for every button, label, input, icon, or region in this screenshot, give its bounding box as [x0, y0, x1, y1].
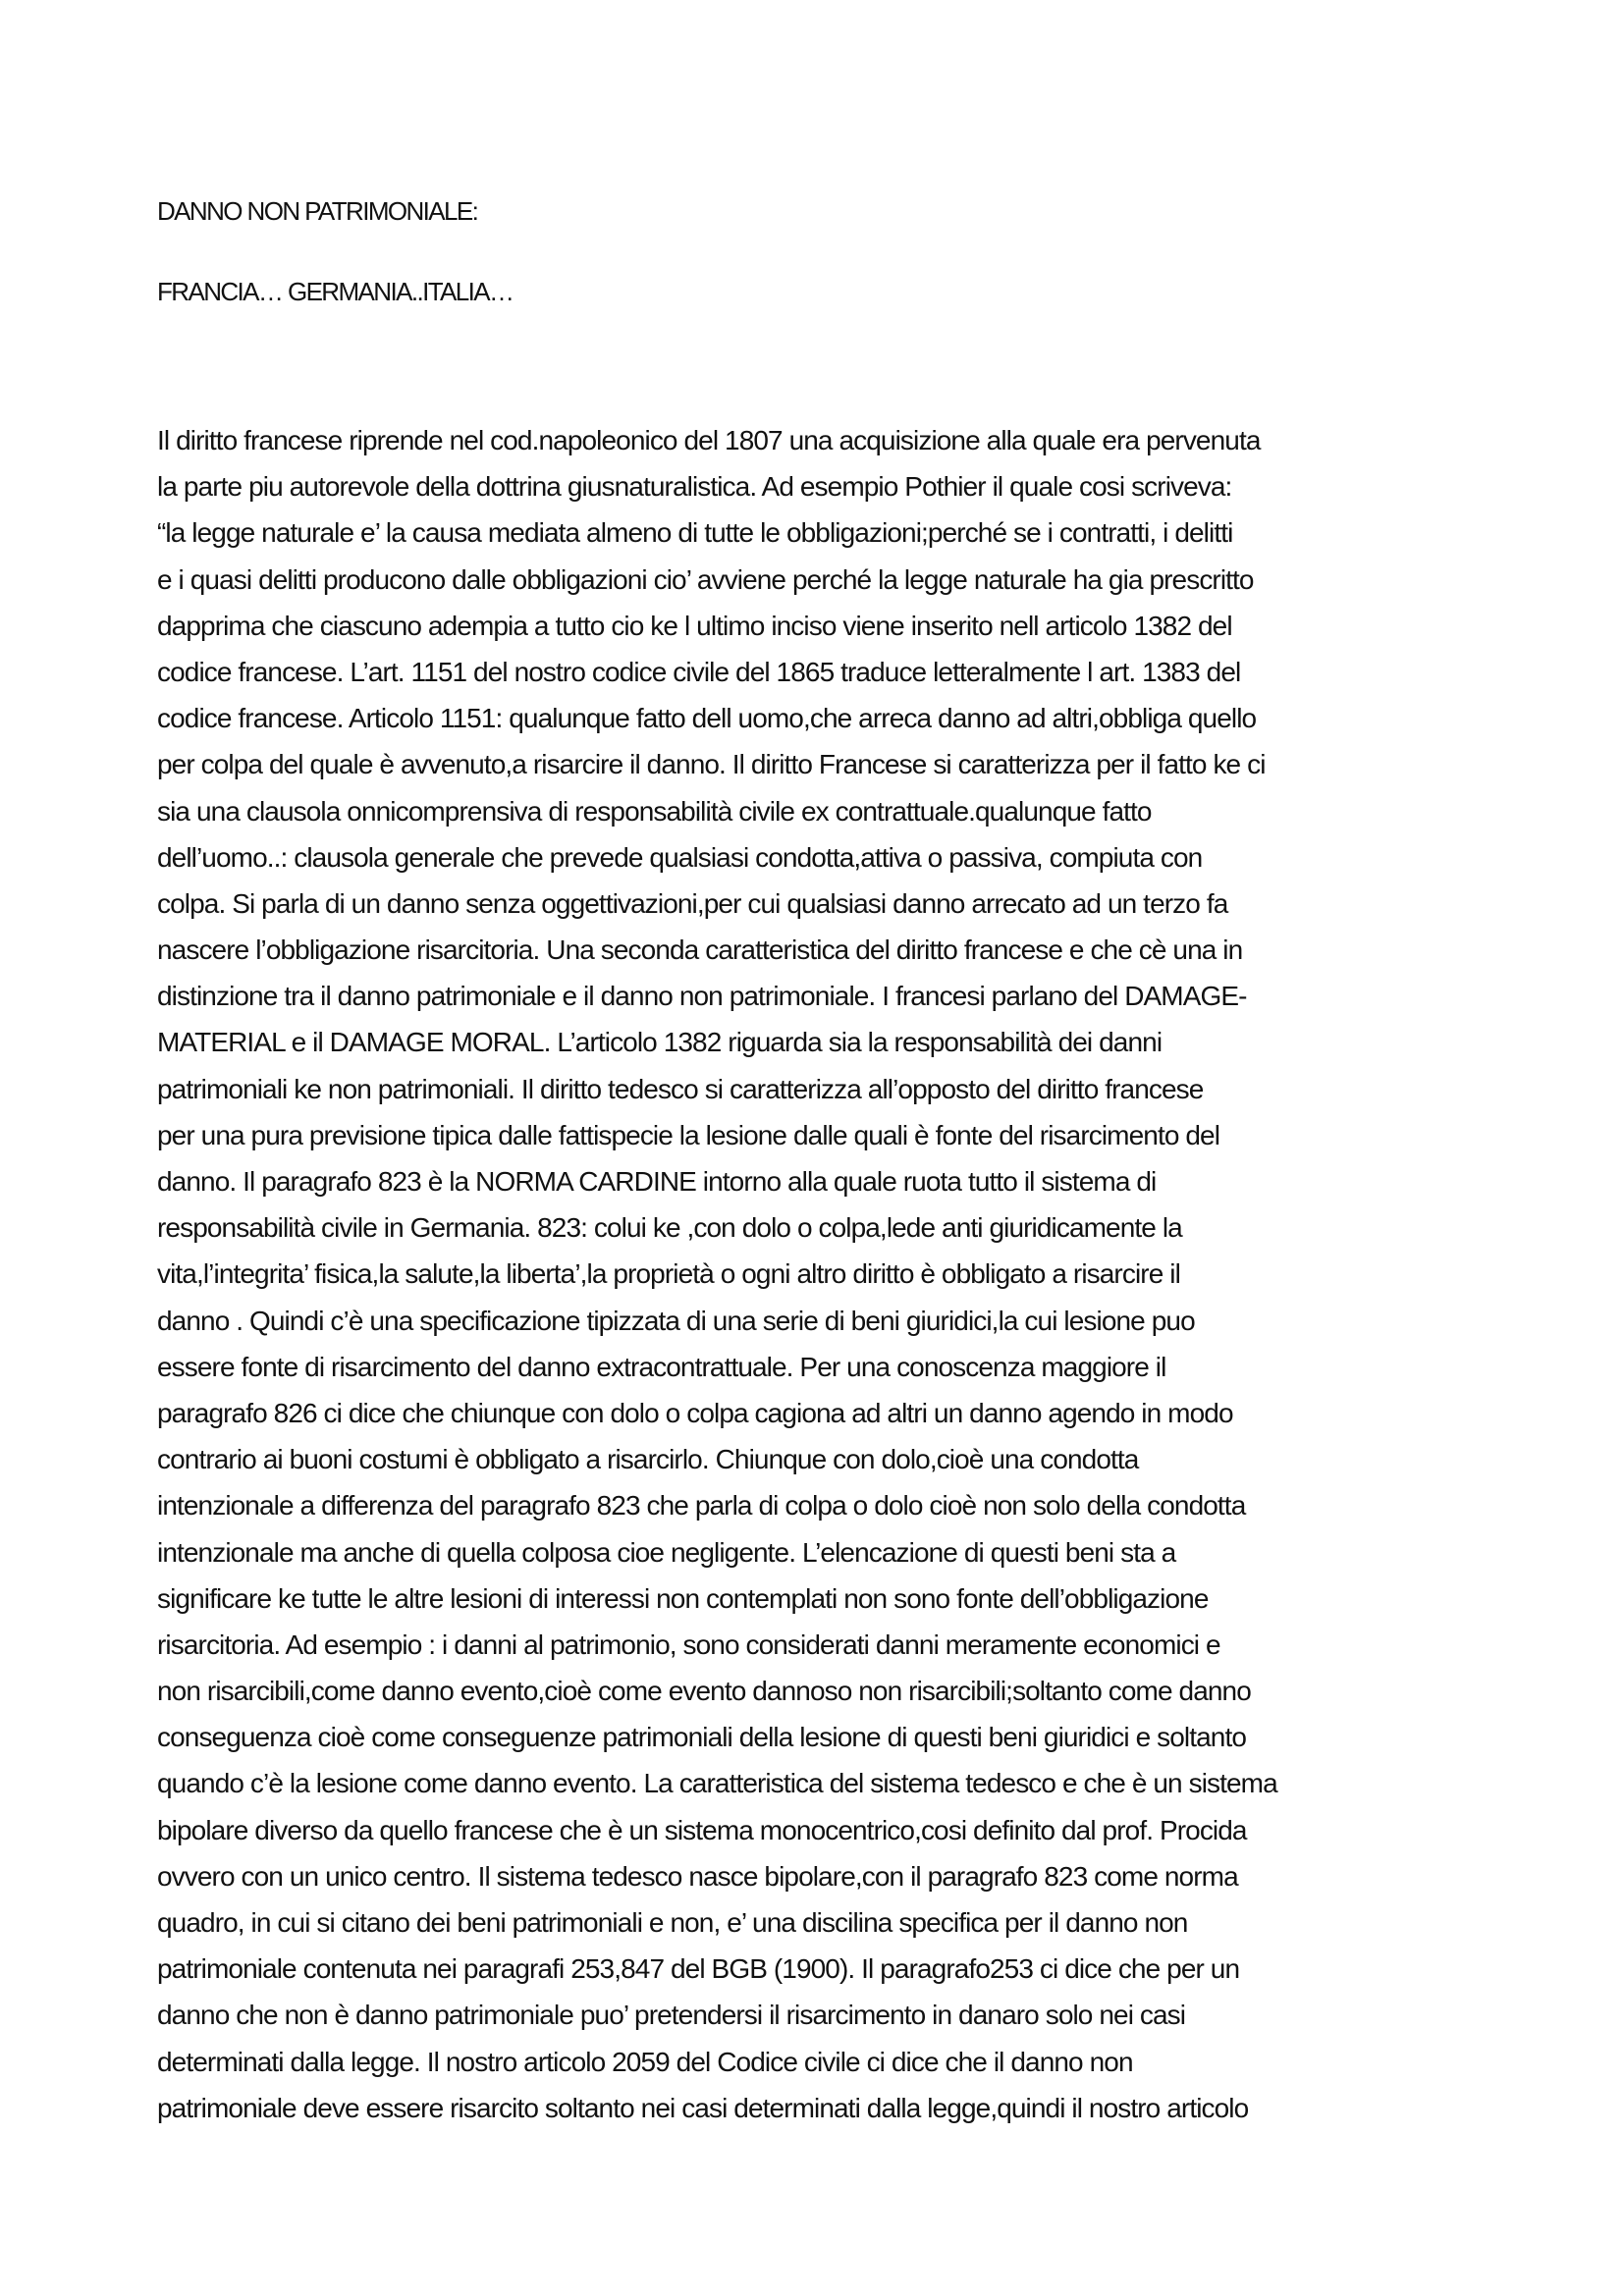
- text-line: per una pura previsione tipica dalle fattispecie la lesione dalle quali è fonte del risarcimento del: [157, 1119, 1220, 1150]
- text-line: intenzionale a differenza del paragrafo 823 che parla di colpa o dolo cioè non solo della condotta: [157, 1490, 1246, 1522]
- text-line: Il diritto francese riprende nel cod.napoleonico del 1807 una acquisizione alla quale era pervenuta: [157, 425, 1261, 455]
- text-line: codice francese. L’art. 1151 del nostro codice civile del 1865 traduce letteralmente l art. 1383 del: [157, 656, 1241, 687]
- text-line: danno che non è danno patrimoniale puo’ pretendersi il risarcimento in danaro solo nei casi: [157, 2000, 1186, 2031]
- text-line: bipolare diverso da quello francese che è un sistema monocentrico,cosi definito dal prof. Procida: [157, 1814, 1247, 1845]
- text-line: la parte piu autorevole della dottrina giusnaturalistica. Ad esempio Pothier il quale cosi scriveva:: [157, 471, 1232, 503]
- text-line: per colpa del quale è avvenuto,a risarcire il danno. Il diritto Francese si caratterizza per il fatto ke ci: [157, 749, 1266, 780]
- text-line: sia una clausola onnicomprensiva di responsabilità civile ex contrattuale.qualunque fatto: [157, 795, 1152, 827]
- text-line: “la legge naturale e’ la causa mediata almeno di tutte le obbligazioni;perché se i contratti, i delitti: [157, 517, 1233, 549]
- text-line: significare ke tutte le altre lesioni di interessi non contemplati non sono fonte dell’obbligazione: [157, 1582, 1209, 1614]
- text-line: ovvero con un unico centro. Il sistema tedesco nasce bipolare,con il paragrafo 823 come norma: [157, 1860, 1238, 1892]
- text-line: dapprima che ciascuno adempia a tutto cio ke l ultimo inciso viene inserito nell articolo 1382 del: [157, 610, 1232, 641]
- text-line: vita,l’integrita’ fisica,la salute,la liberta’,la proprietà o ogni altro diritto è obbligato a risarcire il: [157, 1258, 1180, 1290]
- text-line: distinzione tra il danno patrimoniale e il danno non patrimoniale. I francesi parlano del DAMAGE-: [157, 981, 1247, 1012]
- text-line: e i quasi delitti producono dalle obbligazioni cio’ avviene perché la legge naturale ha gia prescritto: [157, 563, 1254, 595]
- body-paragraph: [157, 417, 1473, 2131]
- text-line: conseguenza cioè come conseguenze patrimoniali della lesione di questi beni giuridici e soltanto: [157, 1722, 1247, 1753]
- text-line: contrario ai buoni costumi è obbligato a risarcirlo. Chiunque con dolo,cioè una condotta: [157, 1444, 1139, 1475]
- text-line: codice francese. Articolo 1151: qualunque fatto dell uomo,che arreca danno ad altri,obbliga quello: [157, 703, 1257, 734]
- text-line: paragrafo 826 ci dice che chiunque con dolo o colpa cagiona ad altri un danno agendo in modo: [157, 1397, 1233, 1428]
- text-line: patrimoniale deve essere risarcito soltanto nei casi determinati dalla legge,quindi il nostro articolo: [157, 2092, 1249, 2123]
- text-line: non risarcibili,come danno evento,cioè come evento dannoso non risarcibili;soltanto come danno: [157, 1676, 1251, 1707]
- text-line: colpa. Si parla di un danno senza oggettivazioni,per cui qualsiasi danno arrecato ad un terzo fa: [157, 887, 1228, 919]
- text-line: patrimoniali ke non patrimoniali. Il diritto tedesco si caratterizza all’opposto del diritto francese: [157, 1073, 1204, 1104]
- text-line: patrimoniale contenuta nei paragrafi 253,847 del BGB (1900). Il paragrafo253 ci dice che per un: [157, 1953, 1240, 1985]
- text-line: intenzionale ma anche di quella colposa cioe negligente. L’elencazione di questi beni sta a: [157, 1536, 1176, 1568]
- text-line: essere fonte di risarcimento del danno extracontrattuale. Per una conoscenza maggiore il: [157, 1351, 1166, 1382]
- text-line: dell’uomo..: clausola generale che prevede qualsiasi condotta,attiva o passiva, compiuta con: [157, 841, 1203, 873]
- text-line: MATERIAL e il DAMAGE MORAL. L’articolo 1382 riguarda sia la responsabilità dei danni: [157, 1027, 1163, 1058]
- document-subtitle: FRANCIA… GERMANIA..ITALIA…: [157, 277, 514, 306]
- text-line: quadro, in cui si citano dei beni patrimoniali e non, e’ una discilina specifica per il danno non: [157, 1907, 1188, 1938]
- text-line: quando c’è la lesione come danno evento. La caratteristica del sistema tedesco e che è un sistema: [157, 1768, 1277, 1799]
- text-line: danno. Il paragrafo 823 è la NORMA CARDINE intorno alla quale ruota tutto il sistema di: [157, 1166, 1157, 1197]
- text-line: risarcitoria. Ad esempio : i danni al patrimonio, sono considerati danni meramente economici e: [157, 1629, 1220, 1660]
- text-line: responsabilità civile in Germania. 823: colui ke ,con dolo o colpa,lede anti giuridicamente la: [157, 1212, 1182, 1244]
- text-line: nascere l’obbligazione risarcitoria. Una seconda caratteristica del diritto francese e che cè una in: [157, 934, 1243, 966]
- document-title: DANNO NON PATRIMONIALE:: [157, 196, 478, 226]
- text-line: determinati dalla legge. Il nostro articolo 2059 del Codice civile ci dice che il danno non: [157, 2046, 1133, 2077]
- text-line: danno . Quindi c’è una specificazione tipizzata di una serie di beni giuridici,la cui lesione puo: [157, 1305, 1195, 1336]
